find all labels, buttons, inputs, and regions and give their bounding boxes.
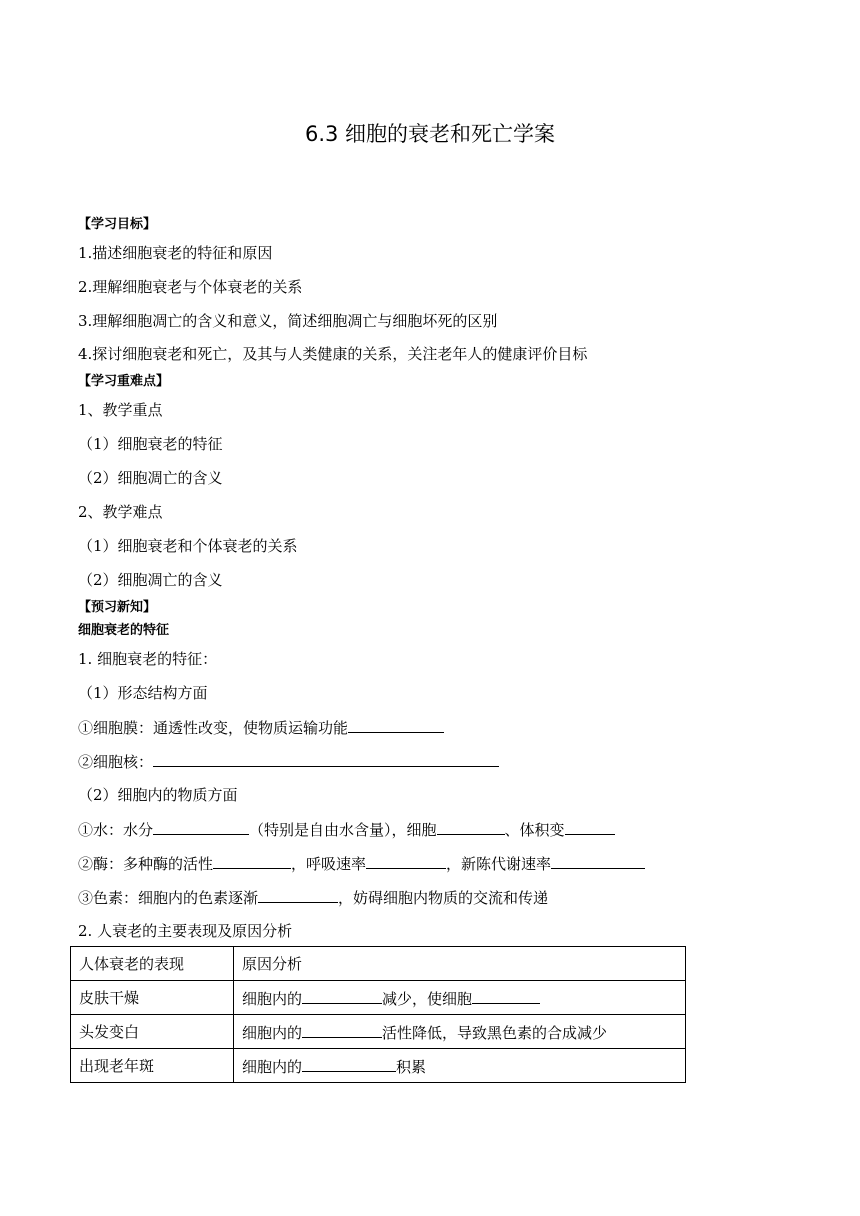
- membrane-line: [78, 716, 444, 739]
- nucleus-line: [78, 750, 499, 773]
- fill-blank[interactable]: [302, 987, 382, 1004]
- focus-item: （2）细胞凋亡的含义: [78, 469, 223, 487]
- enzyme-line: [78, 852, 645, 875]
- fill-blank[interactable]: [302, 1021, 382, 1038]
- table-header-cell: 人体衰老的表现: [71, 947, 234, 981]
- objective-item: 4.探讨细胞衰老和死亡，及其与人类健康的关系，关注老年人的健康评价目标: [78, 345, 588, 363]
- difficulty-item: （2）细胞凋亡的含义: [78, 571, 223, 589]
- fill-blank[interactable]: [302, 1055, 396, 1072]
- table-row: [71, 1015, 686, 1049]
- table-row: [71, 981, 686, 1015]
- table-cell-reason: [234, 981, 686, 1015]
- fill-blank[interactable]: [366, 852, 446, 869]
- difficulty-item: （1）细胞衰老和个体衰老的关系: [78, 537, 298, 555]
- reason-text: 活性降低，导致黑色素的合成减少: [382, 1023, 608, 1042]
- key-points-heading: 【学习重难点】: [78, 374, 170, 389]
- table-cell-symptom: 头发变白: [71, 1015, 234, 1049]
- pigment-text-b: ，妨碍细胞内物质的交流和传递: [338, 889, 549, 907]
- table-header-cell: 原因分析: [234, 947, 686, 981]
- enzyme-text-b: ，呼吸速率: [291, 855, 367, 873]
- fill-blank[interactable]: [551, 852, 645, 869]
- fill-blank[interactable]: [258, 886, 338, 903]
- fill-blank[interactable]: [153, 818, 249, 835]
- water-text-c: 、体积变: [504, 821, 565, 839]
- fill-blank[interactable]: [437, 818, 505, 835]
- table-cell-reason: [234, 1015, 686, 1049]
- focus-item: （1）细胞衰老的特征: [78, 435, 223, 453]
- fill-blank[interactable]: [213, 852, 291, 869]
- table-row: [71, 1049, 686, 1083]
- pigment-text-a: ③色素：细胞内的色素逐渐: [78, 889, 259, 907]
- table-cell-symptom: 出现老年斑: [71, 1049, 234, 1083]
- objective-item: 3.理解细胞凋亡的含义和意义，简述细胞凋亡与细胞坏死的区别: [78, 312, 498, 330]
- enzyme-text-a: ②酶：多种酶的活性: [78, 855, 214, 873]
- water-text-b: （特别是自由水含量），细胞: [249, 821, 437, 839]
- reason-text: 积累: [396, 1057, 427, 1076]
- preview-subheading: 细胞衰老的特征: [78, 623, 170, 638]
- reason-text: 减少，使细胞: [382, 989, 473, 1008]
- question-2: 2. 人衰老的主要表现及原因分析: [78, 922, 293, 940]
- fill-blank[interactable]: [565, 818, 615, 835]
- nucleus-text: ②细胞核：: [78, 753, 154, 771]
- preview-heading: 【预习新知】: [78, 600, 157, 615]
- enzyme-text-c: ，新陈代谢速率: [446, 855, 552, 873]
- table-cell-symptom: 皮肤干燥: [71, 981, 234, 1015]
- objective-item: 1.描述细胞衰老的特征和原因: [78, 244, 273, 262]
- table-cell-reason: [234, 1049, 686, 1083]
- membrane-text: ①细胞膜：通透性改变，使物质运输功能: [78, 719, 349, 737]
- aging-analysis-table: [70, 946, 686, 1083]
- reason-text: 细胞内的: [242, 1023, 303, 1042]
- reason-text: 细胞内的: [242, 1057, 303, 1076]
- pigment-line: [78, 886, 548, 909]
- page-title: 6.3 细胞的衰老和死亡学案: [304, 122, 556, 146]
- fill-blank[interactable]: [348, 716, 444, 733]
- focus-title: 1、教学重点: [78, 401, 163, 419]
- substance-title: （2）细胞内的物质方面: [78, 786, 238, 804]
- fill-blank[interactable]: [472, 987, 540, 1004]
- fill-blank[interactable]: [153, 750, 499, 767]
- objectives-heading: 【学习目标】: [78, 217, 157, 232]
- question-1: 1. 细胞衰老的特征：: [78, 650, 218, 668]
- reason-text: 细胞内的: [242, 989, 303, 1008]
- water-line: [78, 818, 615, 841]
- water-text-a: ①水：水分: [78, 821, 154, 839]
- difficulty-title: 2、教学难点: [78, 503, 163, 521]
- morphology-title: （1）形态结构方面: [78, 684, 208, 702]
- table-header-row: [71, 947, 686, 981]
- objective-item: 2.理解细胞衰老与个体衰老的关系: [78, 278, 303, 296]
